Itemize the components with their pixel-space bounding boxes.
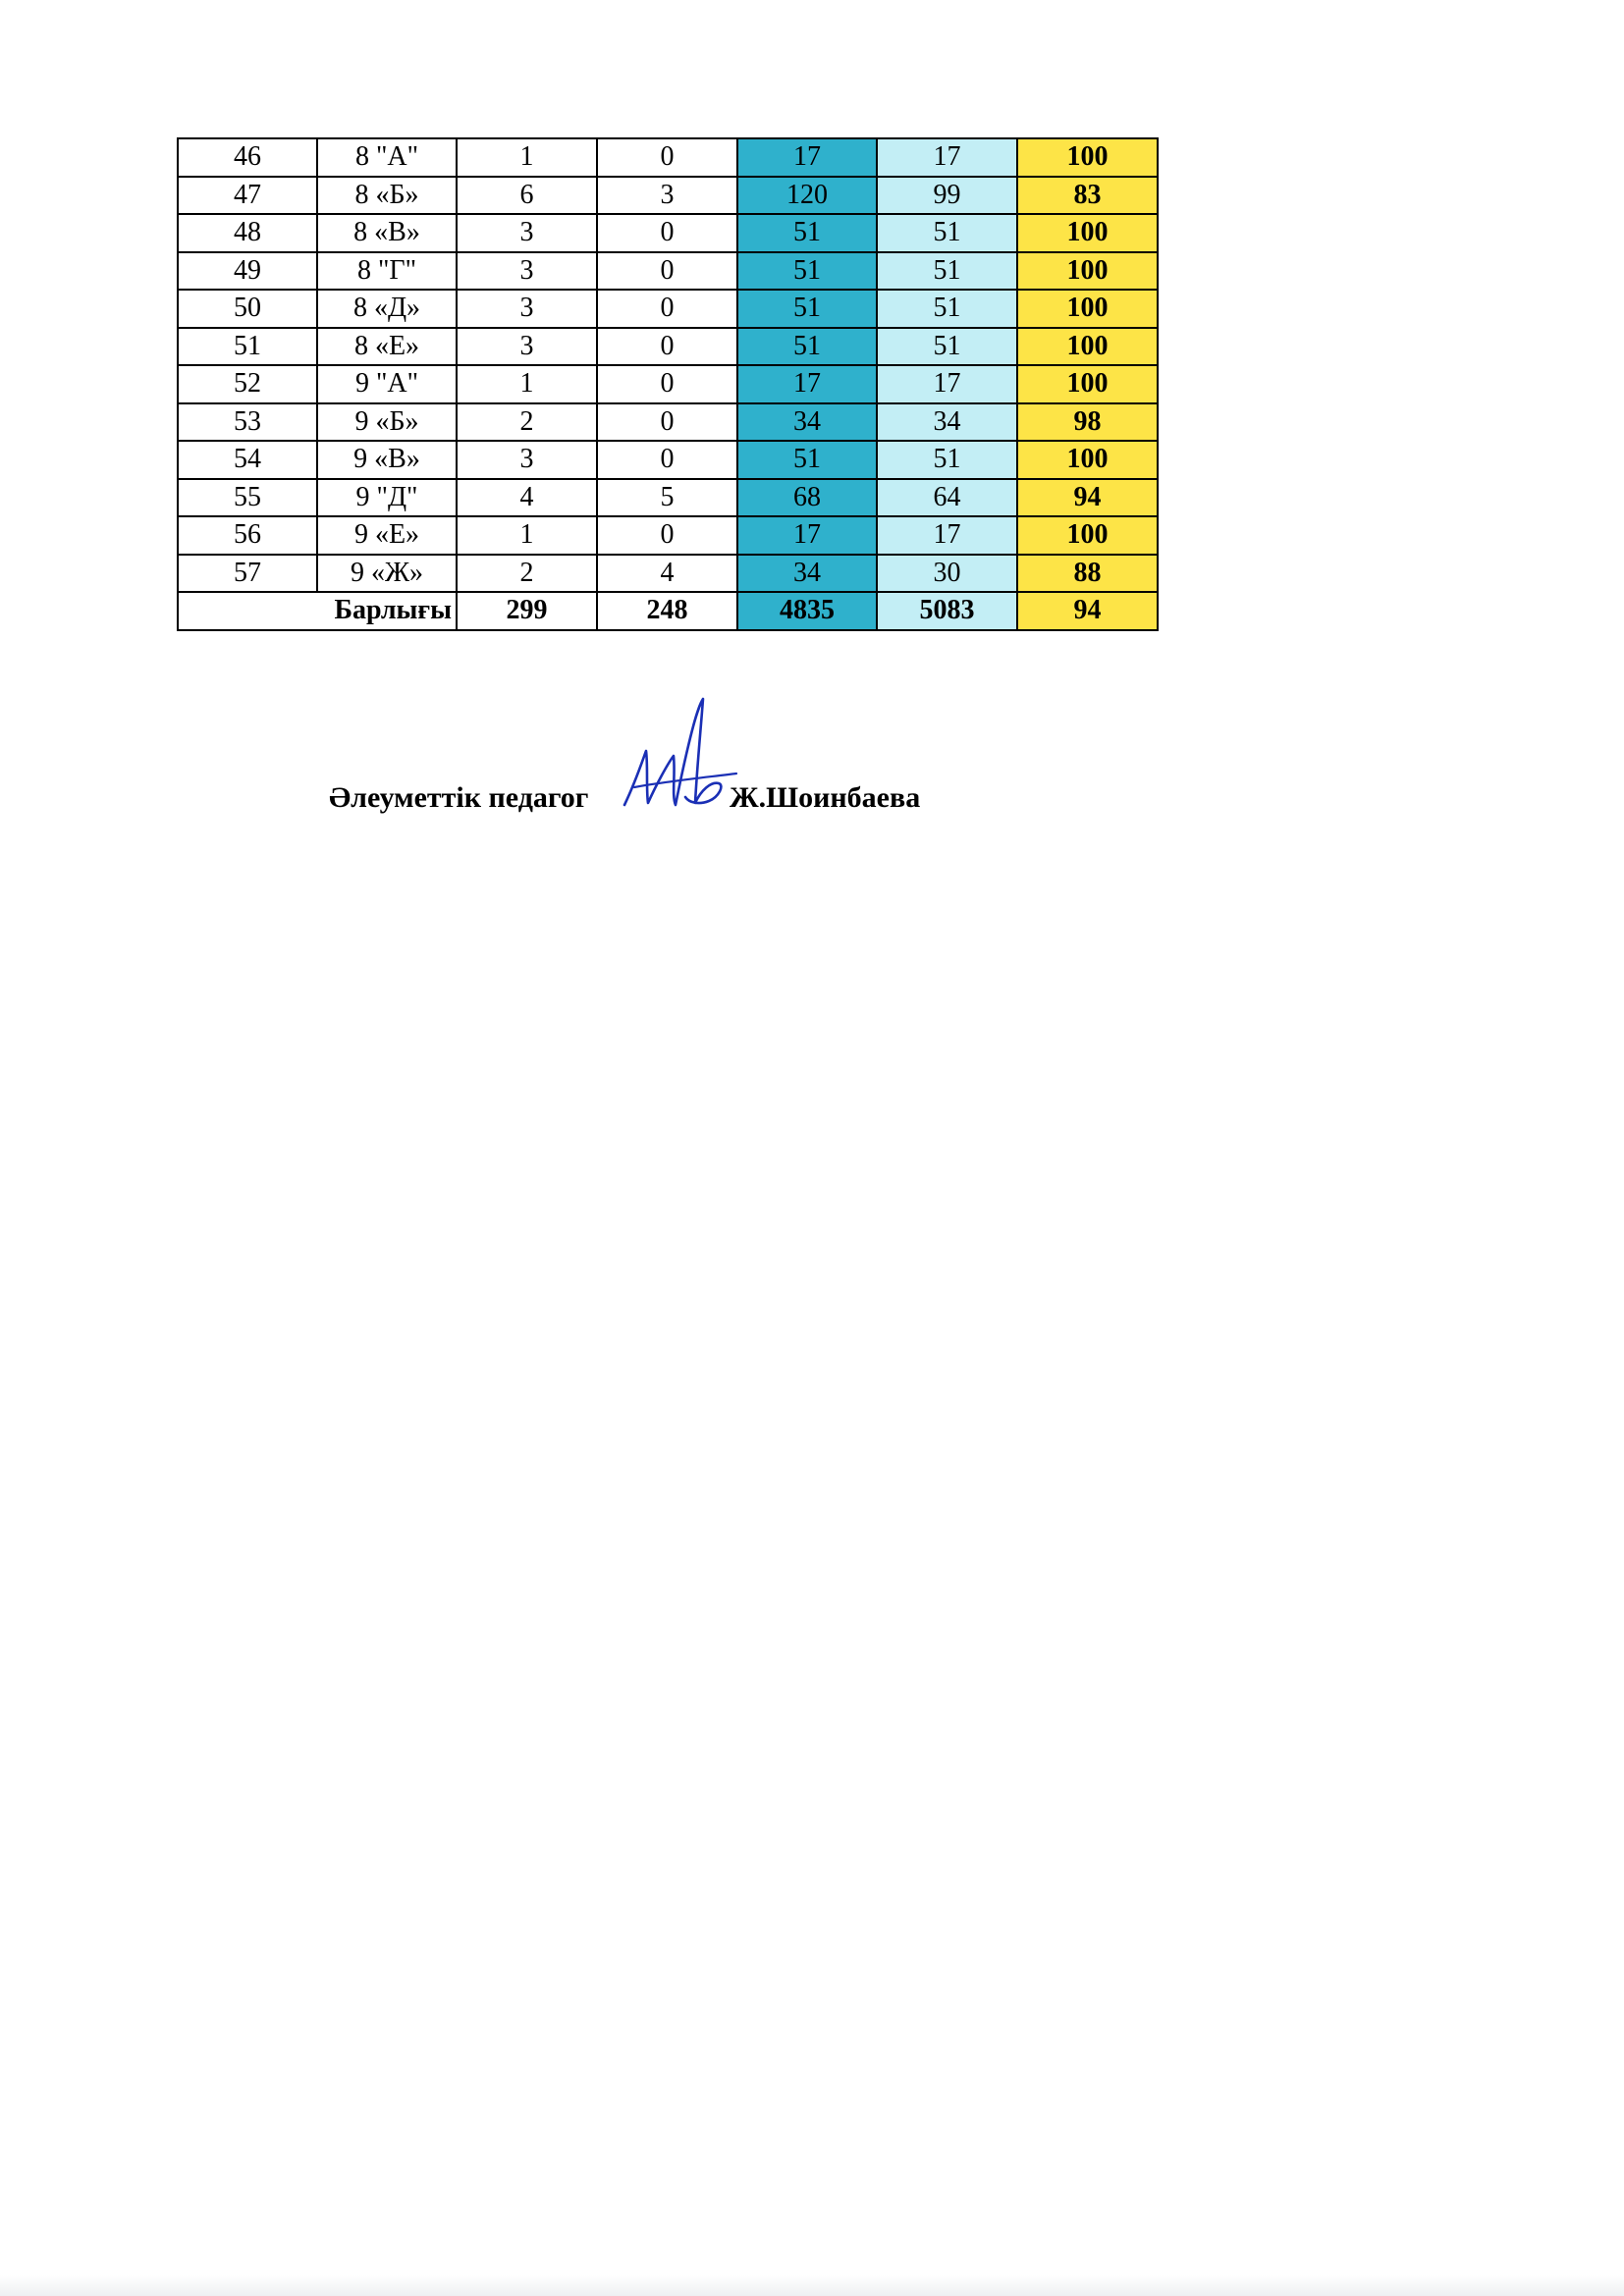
cell-col5: 34: [737, 555, 877, 593]
cell-col4: 0: [597, 214, 737, 252]
cell-col7-percent: 88: [1017, 555, 1158, 593]
class-name: 9 «Е»: [317, 516, 457, 555]
row-number: 47: [178, 177, 317, 215]
class-name: 9 "Д": [317, 479, 457, 517]
row-number: 50: [178, 290, 317, 328]
cell-col5: 17: [737, 138, 877, 177]
cell-col7-percent: 100: [1017, 290, 1158, 328]
cell-col3: 2: [457, 555, 597, 593]
cell-col5: 51: [737, 214, 877, 252]
cell-col7-percent: 83: [1017, 177, 1158, 215]
table-row: [178, 479, 1158, 517]
class-name: 8 «В»: [317, 214, 457, 252]
cell-col3: 3: [457, 214, 597, 252]
total-col4: 248: [597, 592, 737, 630]
cell-col3: 1: [457, 365, 597, 403]
cell-col6: 17: [877, 365, 1017, 403]
handwritten-signature: [617, 687, 744, 825]
table-row: [178, 177, 1158, 215]
cell-col7-percent: 100: [1017, 365, 1158, 403]
cell-col6: 64: [877, 479, 1017, 517]
class-name: 8 "Г": [317, 252, 457, 291]
table-row: [178, 138, 1158, 177]
signature-line: [329, 781, 921, 815]
cell-col4: 0: [597, 441, 737, 479]
attendance-table: [177, 137, 1159, 631]
cell-col6: 17: [877, 516, 1017, 555]
table-row: [178, 290, 1158, 328]
cell-col4: 0: [597, 290, 737, 328]
cell-col4: 0: [597, 328, 737, 366]
cell-col5: 51: [737, 290, 877, 328]
class-name: 9 «В»: [317, 441, 457, 479]
cell-col6: 51: [877, 328, 1017, 366]
total-label: Барлығы: [178, 592, 457, 630]
cell-col5: 17: [737, 516, 877, 555]
cell-col5: 120: [737, 177, 877, 215]
cell-col4: 4: [597, 555, 737, 593]
cell-col3: 2: [457, 403, 597, 442]
cell-col6: 51: [877, 252, 1017, 291]
cell-col5: 51: [737, 252, 877, 291]
row-number: 53: [178, 403, 317, 442]
cell-col4: 0: [597, 403, 737, 442]
class-name: 8 «Б»: [317, 177, 457, 215]
cell-col6: 51: [877, 441, 1017, 479]
cell-col7-percent: 100: [1017, 441, 1158, 479]
total-col6: 5083: [877, 592, 1017, 630]
row-number: 49: [178, 252, 317, 291]
class-name: 9 "А": [317, 365, 457, 403]
cell-col4: 0: [597, 365, 737, 403]
cell-col7-percent: 98: [1017, 403, 1158, 442]
cell-col7-percent: 94: [1017, 479, 1158, 517]
scan-edge: [0, 2275, 1624, 2296]
total-col7-percent: 94: [1017, 592, 1158, 630]
table-row: [178, 328, 1158, 366]
row-number: 48: [178, 214, 317, 252]
cell-col3: 1: [457, 516, 597, 555]
cell-col7-percent: 100: [1017, 252, 1158, 291]
cell-col4: 0: [597, 516, 737, 555]
row-number: 54: [178, 441, 317, 479]
cell-col3: 3: [457, 441, 597, 479]
cell-col3: 3: [457, 252, 597, 291]
row-number: 51: [178, 328, 317, 366]
cell-col6: 34: [877, 403, 1017, 442]
signer-role: Әлеуметтік педагог: [329, 781, 589, 814]
table-row: [178, 365, 1158, 403]
cell-col6: 17: [877, 138, 1017, 177]
cell-col3: 4: [457, 479, 597, 517]
row-number: 46: [178, 138, 317, 177]
row-number: 56: [178, 516, 317, 555]
cell-col3: 3: [457, 328, 597, 366]
cell-col5: 34: [737, 403, 877, 442]
row-number: 52: [178, 365, 317, 403]
table-row: [178, 555, 1158, 593]
total-col5: 4835: [737, 592, 877, 630]
cell-col3: 3: [457, 290, 597, 328]
table-row: [178, 516, 1158, 555]
total-row: [178, 592, 1158, 630]
cell-col6: 99: [877, 177, 1017, 215]
cell-col6: 51: [877, 290, 1017, 328]
table-row: [178, 214, 1158, 252]
cell-col6: 51: [877, 214, 1017, 252]
cell-col7-percent: 100: [1017, 516, 1158, 555]
class-name: 8 «Е»: [317, 328, 457, 366]
cell-col4: 3: [597, 177, 737, 215]
row-number: 57: [178, 555, 317, 593]
cell-col4: 0: [597, 138, 737, 177]
cell-col5: 68: [737, 479, 877, 517]
cell-col5: 51: [737, 441, 877, 479]
cell-col5: 51: [737, 328, 877, 366]
class-name: 8 "А": [317, 138, 457, 177]
table-row: [178, 403, 1158, 442]
signer-name: Ж.Шоинбаева: [730, 781, 921, 814]
class-name: 8 «Д»: [317, 290, 457, 328]
cell-col5: 17: [737, 365, 877, 403]
cell-col7-percent: 100: [1017, 138, 1158, 177]
class-name: 9 «Ж»: [317, 555, 457, 593]
cell-col6: 30: [877, 555, 1017, 593]
table-row: [178, 441, 1158, 479]
total-col3: 299: [457, 592, 597, 630]
cell-col7-percent: 100: [1017, 328, 1158, 366]
cell-col3: 6: [457, 177, 597, 215]
row-number: 55: [178, 479, 317, 517]
table-row: [178, 252, 1158, 291]
cell-col4: 5: [597, 479, 737, 517]
cell-col7-percent: 100: [1017, 214, 1158, 252]
class-name: 9 «Б»: [317, 403, 457, 442]
cell-col3: 1: [457, 138, 597, 177]
cell-col4: 0: [597, 252, 737, 291]
